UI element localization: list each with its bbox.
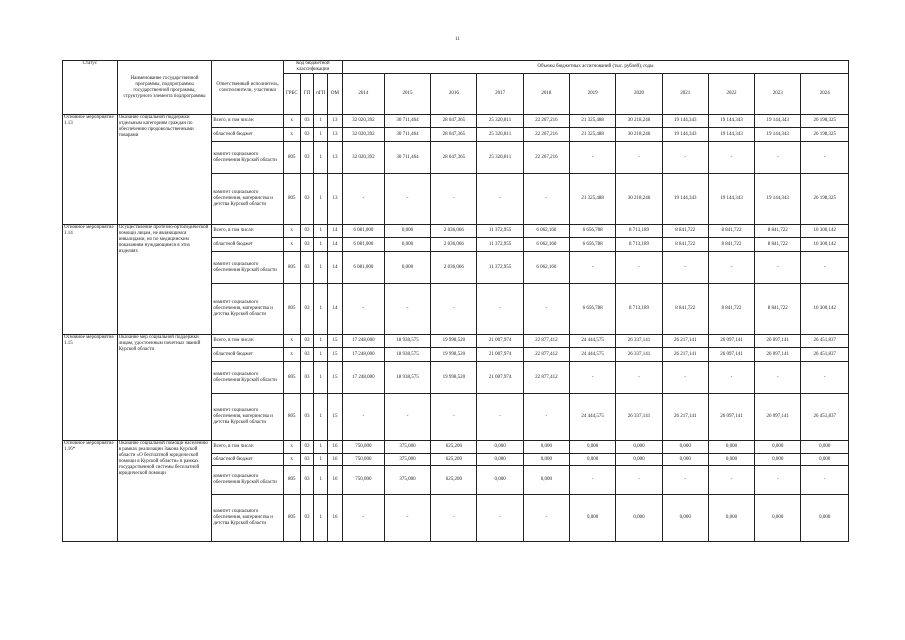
row-value-2020: - bbox=[616, 142, 662, 174]
row-value-2017: - bbox=[477, 174, 523, 225]
row-value-2016: 2 036,066 bbox=[431, 252, 477, 284]
row-value-2017: - bbox=[477, 284, 523, 335]
row-value-2018: 22 267,216 bbox=[523, 128, 569, 142]
header-year-2023: 2023 bbox=[755, 74, 801, 115]
row-value-2022: 26 097,141 bbox=[708, 394, 754, 441]
row-code-grbs: х bbox=[283, 441, 300, 454]
row-code-pgp: 1 bbox=[314, 252, 328, 284]
row-value-2015: - bbox=[384, 394, 430, 441]
row-code-pgp: 1 bbox=[314, 362, 328, 394]
row-code-gp: 03 bbox=[300, 238, 314, 252]
row-value-2022: 19 144,343 bbox=[708, 128, 754, 142]
row-executor: областной бюджет bbox=[212, 348, 284, 362]
row-value-2023: 26 097,141 bbox=[755, 335, 801, 348]
row-code-om: 13 bbox=[328, 128, 343, 142]
row-value-2022: - bbox=[708, 362, 754, 394]
row-value-2016: 19 998,520 bbox=[431, 362, 477, 394]
row-value-2020: 30 218,246 bbox=[616, 128, 662, 142]
row-value-2023: - bbox=[755, 466, 801, 495]
page-number: 11 bbox=[455, 37, 460, 42]
row-value-2019: 21 325,488 bbox=[570, 174, 616, 225]
row-code-om: 15 bbox=[328, 335, 343, 348]
row-value-2016: 28 047,365 bbox=[431, 128, 477, 142]
row-code-om: 14 bbox=[328, 238, 343, 252]
row-code-om: 16 bbox=[328, 466, 343, 495]
row-value-2017: 11 372,955 bbox=[477, 238, 523, 252]
row-value-2018: 6 062,160 bbox=[523, 238, 569, 252]
row-value-2021: - bbox=[662, 252, 708, 284]
row-value-2024: 26 451,837 bbox=[801, 394, 849, 441]
row-code-om: 14 bbox=[328, 284, 343, 335]
header-year-2018: 2018 bbox=[523, 74, 569, 115]
row-value-2016: 19 998,520 bbox=[431, 335, 477, 348]
row-value-2017: 21 007,974 bbox=[477, 348, 523, 362]
row-value-2020: 8 713,189 bbox=[616, 225, 662, 238]
row-value-2016: 625,200 bbox=[431, 466, 477, 495]
row-value-2014: - bbox=[342, 394, 384, 441]
row-code-gp: 03 bbox=[300, 348, 314, 362]
header-volumes: Объемы бюджетных ассигнований (тыс. рублей), годы bbox=[342, 61, 848, 74]
row-value-2021: 0,000 bbox=[662, 441, 708, 454]
budget-allocation-table bbox=[62, 60, 849, 542]
row-status: Основное мероприятие 1.16* bbox=[63, 441, 118, 542]
row-code-om: 14 bbox=[328, 225, 343, 238]
row-code-gp: 03 bbox=[300, 252, 314, 284]
row-value-2016: - bbox=[431, 394, 477, 441]
row-value-2022: 0,000 bbox=[708, 495, 754, 542]
row-value-2023: 19 144,343 bbox=[755, 115, 801, 128]
row-code-om: 15 bbox=[328, 348, 343, 362]
row-code-grbs: 805 bbox=[283, 495, 300, 542]
row-value-2023: 8 841,722 bbox=[755, 238, 801, 252]
row-value-2019: 24 444,575 bbox=[570, 394, 616, 441]
row-status: Основное мероприятие 1.13 bbox=[63, 115, 118, 225]
row-code-pgp: 1 bbox=[314, 441, 328, 454]
row-code-om: 14 bbox=[328, 252, 343, 284]
row-value-2018: 0,000 bbox=[523, 441, 569, 454]
row-code-om: 13 bbox=[328, 174, 343, 225]
header-code-col: ГРБС bbox=[283, 74, 300, 115]
row-value-2024: 10 300,142 bbox=[801, 225, 849, 238]
row-value-2014: 750,000 bbox=[342, 454, 384, 466]
row-code-pgp: 1 bbox=[314, 238, 328, 252]
row-value-2022: - bbox=[708, 252, 754, 284]
row-value-2023: 0,000 bbox=[755, 454, 801, 466]
row-value-2023: 19 144,343 bbox=[755, 128, 801, 142]
row-value-2024: 26 198,325 bbox=[801, 115, 849, 128]
row-code-gp: 03 bbox=[300, 454, 314, 466]
row-executor: комитет социального обеспечения, материнства и детства Курской области bbox=[212, 394, 284, 441]
row-value-2016: 625,200 bbox=[431, 441, 477, 454]
row-value-2018: 0,000 bbox=[523, 466, 569, 495]
row-value-2015: 18 938,575 bbox=[384, 348, 430, 362]
table-body bbox=[63, 115, 849, 542]
row-value-2019: 6 656,788 bbox=[570, 238, 616, 252]
row-value-2015: 0,000 bbox=[384, 225, 430, 238]
row-value-2014: - bbox=[342, 495, 384, 542]
row-value-2019: - bbox=[570, 252, 616, 284]
row-value-2019: - bbox=[570, 142, 616, 174]
header-budget-code: Код бюджетной классификации bbox=[283, 61, 342, 74]
row-value-2024: - bbox=[801, 466, 849, 495]
row-code-pgp: 1 bbox=[314, 128, 328, 142]
row-code-gp: 03 bbox=[300, 335, 314, 348]
row-code-gp: 03 bbox=[300, 362, 314, 394]
table-row bbox=[63, 115, 849, 128]
row-name: Осуществление протезно-ортопедической помощи лицам, не являющимся инвалидами, но по медицинским показаниям нуждающимся в этих изделиях bbox=[117, 225, 212, 335]
row-value-2016: - bbox=[431, 174, 477, 225]
row-value-2021: 8 841,722 bbox=[662, 238, 708, 252]
row-value-2019: - bbox=[570, 362, 616, 394]
row-executor: комитет социального обеспечения Курской области bbox=[212, 466, 284, 495]
row-value-2024: - bbox=[801, 142, 849, 174]
row-value-2021: 8 841,722 bbox=[662, 225, 708, 238]
row-value-2022: 8 841,722 bbox=[708, 284, 754, 335]
table-row bbox=[63, 225, 849, 238]
row-value-2015: 0,000 bbox=[384, 252, 430, 284]
row-value-2019: 21 325,488 bbox=[570, 115, 616, 128]
row-executor: областной бюджет bbox=[212, 454, 284, 466]
row-code-grbs: 805 bbox=[283, 174, 300, 225]
row-code-grbs: 805 bbox=[283, 466, 300, 495]
row-value-2016: 625,200 bbox=[431, 454, 477, 466]
row-value-2023: - bbox=[755, 362, 801, 394]
row-code-gp: 03 bbox=[300, 225, 314, 238]
row-code-pgp: 1 bbox=[314, 284, 328, 335]
row-value-2020: - bbox=[616, 252, 662, 284]
row-code-grbs: х bbox=[283, 238, 300, 252]
row-executor: комитет социального обеспечения Курской области bbox=[212, 142, 284, 174]
row-value-2017: 0,000 bbox=[477, 466, 523, 495]
row-value-2016: - bbox=[431, 284, 477, 335]
row-code-pgp: 1 bbox=[314, 115, 328, 128]
row-value-2024: 0,000 bbox=[801, 495, 849, 542]
row-value-2022: 0,000 bbox=[708, 454, 754, 466]
row-executor: Всего, в том числе: bbox=[212, 115, 284, 128]
row-value-2017: 21 007,974 bbox=[477, 335, 523, 348]
row-code-grbs: х bbox=[283, 348, 300, 362]
row-code-grbs: 805 bbox=[283, 394, 300, 441]
row-value-2014: 17 248,000 bbox=[342, 348, 384, 362]
row-value-2022: 26 097,141 bbox=[708, 335, 754, 348]
row-value-2019: - bbox=[570, 466, 616, 495]
row-value-2017: - bbox=[477, 495, 523, 542]
row-code-gp: 03 bbox=[300, 495, 314, 542]
row-code-gp: 03 bbox=[300, 466, 314, 495]
row-value-2014: 750,000 bbox=[342, 441, 384, 454]
row-value-2017: 25 320,811 bbox=[477, 115, 523, 128]
row-value-2018: 22 877,412 bbox=[523, 348, 569, 362]
row-executor: областной бюджет bbox=[212, 128, 284, 142]
row-value-2022: 0,000 bbox=[708, 441, 754, 454]
row-value-2024: - bbox=[801, 252, 849, 284]
row-value-2015: 30 711,464 bbox=[384, 115, 430, 128]
row-value-2021: - bbox=[662, 142, 708, 174]
row-value-2020: 26 337,141 bbox=[616, 348, 662, 362]
row-value-2018: - bbox=[523, 174, 569, 225]
row-code-om: 16 bbox=[328, 454, 343, 466]
table-row bbox=[63, 335, 849, 348]
row-value-2018: 22 267,216 bbox=[523, 142, 569, 174]
row-value-2020: 0,000 bbox=[616, 454, 662, 466]
row-value-2019: 6 656,788 bbox=[570, 284, 616, 335]
row-value-2024: 0,000 bbox=[801, 454, 849, 466]
header-year-2017: 2017 bbox=[477, 74, 523, 115]
row-executor: Всего, в том числе: bbox=[212, 335, 284, 348]
row-code-pgp: 1 bbox=[314, 174, 328, 225]
row-name: Оказание мер социальной поддержки лицам, удостоенным почетных званий Курской области bbox=[117, 335, 212, 441]
row-code-grbs: х bbox=[283, 115, 300, 128]
row-value-2024: 26 198,325 bbox=[801, 174, 849, 225]
row-code-pgp: 1 bbox=[314, 335, 328, 348]
row-value-2021: - bbox=[662, 466, 708, 495]
row-value-2018: 0,000 bbox=[523, 454, 569, 466]
row-value-2018: 6 062,160 bbox=[523, 225, 569, 238]
row-value-2014: 6 081,000 bbox=[342, 225, 384, 238]
row-value-2024: 0,000 bbox=[801, 441, 849, 454]
budget-table-sheet bbox=[62, 60, 849, 542]
row-status: Основное мероприятие 1.15 bbox=[63, 335, 118, 441]
row-value-2015: 30 711,464 bbox=[384, 128, 430, 142]
row-executor: областной бюджет bbox=[212, 238, 284, 252]
row-value-2022: 19 144,343 bbox=[708, 174, 754, 225]
row-code-pgp: 1 bbox=[314, 142, 328, 174]
row-code-gp: 03 bbox=[300, 174, 314, 225]
header-year-2014: 2014 bbox=[342, 74, 384, 115]
row-executor: комитет социального обеспечения, материнства и детства Курской области bbox=[212, 495, 284, 542]
row-code-grbs: 805 bbox=[283, 284, 300, 335]
row-code-om: 16 bbox=[328, 441, 343, 454]
row-value-2019: 24 444,575 bbox=[570, 335, 616, 348]
row-status: Основное мероприятие 1.14 bbox=[63, 225, 118, 335]
row-value-2015: - bbox=[384, 495, 430, 542]
row-code-om: 13 bbox=[328, 115, 343, 128]
row-executor: комитет социального обеспечения Курской области bbox=[212, 362, 284, 394]
row-value-2015: 375,000 bbox=[384, 454, 430, 466]
header-year-2021: 2021 bbox=[662, 74, 708, 115]
row-value-2019: 0,000 bbox=[570, 454, 616, 466]
header-executor: Ответственный исполнитель, соисполнители, участники bbox=[212, 61, 284, 115]
row-value-2014: 32 020,392 bbox=[342, 128, 384, 142]
row-value-2014: 6 081,000 bbox=[342, 252, 384, 284]
row-value-2021: - bbox=[662, 362, 708, 394]
header-code-col: ОМ bbox=[328, 74, 343, 115]
row-value-2024: - bbox=[801, 362, 849, 394]
row-value-2024: 10 300,142 bbox=[801, 238, 849, 252]
row-code-pgp: 1 bbox=[314, 348, 328, 362]
row-value-2014: 17 248,000 bbox=[342, 335, 384, 348]
row-value-2015: 375,000 bbox=[384, 466, 430, 495]
row-value-2023: - bbox=[755, 252, 801, 284]
row-value-2022: 26 097,141 bbox=[708, 348, 754, 362]
row-code-om: 16 bbox=[328, 495, 343, 542]
row-code-gp: 03 bbox=[300, 394, 314, 441]
row-value-2017: 21 007,974 bbox=[477, 362, 523, 394]
row-value-2024: 26 451,837 bbox=[801, 335, 849, 348]
row-value-2015: 30 711,464 bbox=[384, 142, 430, 174]
header-code-col: пГП bbox=[314, 74, 328, 115]
row-value-2018: - bbox=[523, 394, 569, 441]
row-value-2022: - bbox=[708, 142, 754, 174]
row-value-2017: 11 372,955 bbox=[477, 252, 523, 284]
row-code-gp: 03 bbox=[300, 115, 314, 128]
row-value-2021: 0,000 bbox=[662, 495, 708, 542]
row-value-2024: 26 198,325 bbox=[801, 128, 849, 142]
row-value-2020: 0,000 bbox=[616, 495, 662, 542]
row-code-gp: 03 bbox=[300, 142, 314, 174]
header-name: Наименование государственной программы, подпрограммы государственной программы, структурного элемента подпрограммы bbox=[117, 61, 212, 115]
row-value-2020: 0,000 bbox=[616, 441, 662, 454]
row-value-2023: 26 097,141 bbox=[755, 394, 801, 441]
row-value-2020: 8 713,189 bbox=[616, 284, 662, 335]
row-value-2019: 21 325,488 bbox=[570, 128, 616, 142]
row-value-2021: 26 217,141 bbox=[662, 348, 708, 362]
row-value-2014: 32 020,392 bbox=[342, 115, 384, 128]
row-value-2018: - bbox=[523, 284, 569, 335]
row-value-2016: 2 036,066 bbox=[431, 238, 477, 252]
row-value-2018: 22 267,216 bbox=[523, 115, 569, 128]
row-code-pgp: 1 bbox=[314, 495, 328, 542]
row-code-grbs: 805 bbox=[283, 362, 300, 394]
row-code-pgp: 1 bbox=[314, 225, 328, 238]
row-value-2014: 17 248,000 bbox=[342, 362, 384, 394]
row-value-2016: - bbox=[431, 495, 477, 542]
row-value-2014: 750,000 bbox=[342, 466, 384, 495]
row-value-2015: 375,000 bbox=[384, 441, 430, 454]
header-status: Статус bbox=[63, 61, 118, 115]
row-value-2017: - bbox=[477, 394, 523, 441]
row-value-2016: 28 047,365 bbox=[431, 142, 477, 174]
row-executor: комитет социального обеспечения, материнства и детства Курской области bbox=[212, 284, 284, 335]
row-value-2015: - bbox=[384, 284, 430, 335]
row-code-grbs: 805 bbox=[283, 252, 300, 284]
row-value-2016: 19 998,520 bbox=[431, 348, 477, 362]
header-year-2019: 2019 bbox=[570, 74, 616, 115]
row-value-2017: 0,000 bbox=[477, 441, 523, 454]
table-header bbox=[63, 61, 849, 115]
row-value-2021: 26 217,141 bbox=[662, 335, 708, 348]
row-value-2023: 26 097,141 bbox=[755, 348, 801, 362]
row-code-grbs: х bbox=[283, 128, 300, 142]
header-year-2015: 2015 bbox=[384, 74, 430, 115]
row-value-2024: 10 300,142 bbox=[801, 284, 849, 335]
row-code-grbs: х bbox=[283, 225, 300, 238]
row-value-2021: 8 841,722 bbox=[662, 284, 708, 335]
row-value-2014: - bbox=[342, 284, 384, 335]
row-value-2015: 18 938,575 bbox=[384, 362, 430, 394]
row-code-pgp: 1 bbox=[314, 466, 328, 495]
row-value-2018: - bbox=[523, 495, 569, 542]
row-executor: Всего, в том числе: bbox=[212, 225, 284, 238]
row-code-grbs: х bbox=[283, 335, 300, 348]
row-value-2019: 24 444,575 bbox=[570, 348, 616, 362]
row-executor: комитет социального обеспечения, материнства и детства Курской области bbox=[212, 174, 284, 225]
row-value-2020: 30 218,246 bbox=[616, 115, 662, 128]
row-code-om: 15 bbox=[328, 394, 343, 441]
row-value-2021: 26 217,141 bbox=[662, 394, 708, 441]
header-year-2024: 2024 bbox=[801, 74, 849, 115]
row-value-2014: 6 081,000 bbox=[342, 238, 384, 252]
row-value-2017: 0,000 bbox=[477, 454, 523, 466]
row-value-2014: 32 020,392 bbox=[342, 142, 384, 174]
row-value-2023: - bbox=[755, 142, 801, 174]
row-code-grbs: 805 bbox=[283, 142, 300, 174]
row-executor: комитет социального обеспечения Курской области bbox=[212, 252, 284, 284]
row-name: Оказание социальной поддержки отдельным категориям граждан по обеспечению продовольственными товарами bbox=[117, 115, 212, 225]
row-value-2020: 26 337,141 bbox=[616, 394, 662, 441]
row-value-2023: 0,000 bbox=[755, 441, 801, 454]
row-value-2015: 0,000 bbox=[384, 238, 430, 252]
row-value-2021: 0,000 bbox=[662, 454, 708, 466]
row-code-pgp: 1 bbox=[314, 394, 328, 441]
row-value-2019: 0,000 bbox=[570, 441, 616, 454]
row-value-2015: 18 938,575 bbox=[384, 335, 430, 348]
table-row bbox=[63, 441, 849, 454]
row-value-2020: - bbox=[616, 466, 662, 495]
row-value-2018: 6 062,160 bbox=[523, 252, 569, 284]
header-code-col: ГП bbox=[300, 74, 314, 115]
header-year-2022: 2022 bbox=[708, 74, 754, 115]
row-value-2014: - bbox=[342, 174, 384, 225]
row-value-2022: 8 841,722 bbox=[708, 225, 754, 238]
row-value-2020: 8 713,189 bbox=[616, 238, 662, 252]
row-code-gp: 03 bbox=[300, 441, 314, 454]
row-value-2021: 19 144,343 bbox=[662, 174, 708, 225]
row-code-om: 15 bbox=[328, 362, 343, 394]
row-code-om: 13 bbox=[328, 142, 343, 174]
row-executor: Всего, в том числе: bbox=[212, 441, 284, 454]
row-value-2015: - bbox=[384, 174, 430, 225]
row-code-grbs: х bbox=[283, 454, 300, 466]
row-value-2024: 26 451,837 bbox=[801, 348, 849, 362]
row-value-2017: 25 320,811 bbox=[477, 142, 523, 174]
row-value-2017: 25 320,811 bbox=[477, 128, 523, 142]
row-code-gp: 03 bbox=[300, 284, 314, 335]
row-code-gp: 03 bbox=[300, 128, 314, 142]
row-value-2023: 8 841,722 bbox=[755, 225, 801, 238]
row-value-2020: 30 218,246 bbox=[616, 174, 662, 225]
row-value-2022: 19 144,343 bbox=[708, 115, 754, 128]
row-value-2022: - bbox=[708, 466, 754, 495]
row-value-2023: 0,000 bbox=[755, 495, 801, 542]
row-value-2016: 28 047,365 bbox=[431, 115, 477, 128]
row-value-2020: - bbox=[616, 362, 662, 394]
row-value-2016: 2 036,066 bbox=[431, 225, 477, 238]
row-value-2019: 0,000 bbox=[570, 495, 616, 542]
row-value-2022: 8 841,722 bbox=[708, 238, 754, 252]
row-value-2023: 19 144,343 bbox=[755, 174, 801, 225]
header-year-2016: 2016 bbox=[431, 74, 477, 115]
row-value-2017: 11 372,955 bbox=[477, 225, 523, 238]
row-code-pgp: 1 bbox=[314, 454, 328, 466]
row-value-2021: 19 144,343 bbox=[662, 128, 708, 142]
row-value-2019: 6 656,788 bbox=[570, 225, 616, 238]
row-name: Оказание социальной помощи населению в рамках реализации Закона Курской области «О бесплатной юридической помощи в Курской области» в рамках государственной системы бесплатной юридической помощи bbox=[117, 441, 212, 542]
row-value-2018: 22 877,412 bbox=[523, 362, 569, 394]
row-value-2018: 22 877,412 bbox=[523, 335, 569, 348]
row-value-2023: 8 841,722 bbox=[755, 284, 801, 335]
row-value-2021: 19 144,343 bbox=[662, 115, 708, 128]
row-value-2020: 26 337,141 bbox=[616, 335, 662, 348]
header-year-2020: 2020 bbox=[616, 74, 662, 115]
